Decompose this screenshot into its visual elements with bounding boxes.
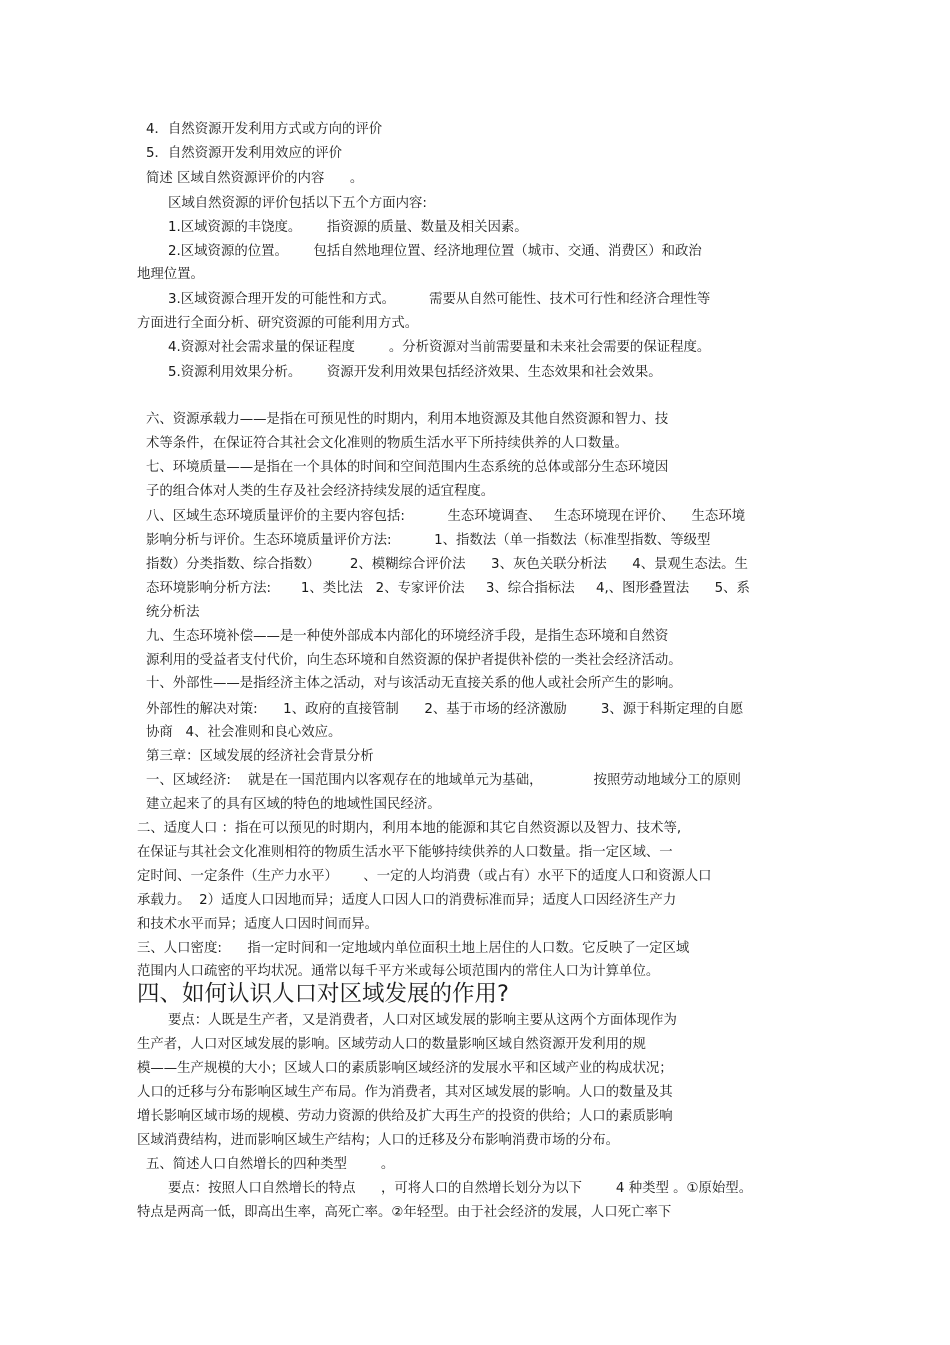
text-line: 1.区域资源的丰饶度。 指资源的质量、数量及相关因素。 xyxy=(168,220,528,235)
text-line: 影响分析与评价。生态环境质量评价方法: 1、指数法（单一指数法（标准型指数、等级型 xyxy=(146,533,711,548)
text-line: 三、人口密度: 指一定时间和一定地域内单位面积土地上居住的人口数。它反映了一定区域 xyxy=(137,941,690,956)
text-line: 外部性的解决对策: 1、政府的直接管制 2、基于市场的经济激励 3、源于科斯定理的自愿 xyxy=(146,702,744,717)
text-line: 子的组合体对人类的生存及社会经济持续发展的适宜程度。 xyxy=(146,484,495,499)
text-line: 六、资源承载力——是指在可预见性的时期内，利用本地资源及其他自然资源和智力、技 xyxy=(146,412,669,427)
text-line: 要点：按照人口自然增长的特点 ，可将人口的自然增长划分为以下 4 种类型 。①原始型。 xyxy=(168,1181,753,1196)
text-line: 一、区域经济: 就是在一国范围内以客观存在的地域单元为基础， 按照劳动地域分工的原则 xyxy=(146,773,741,788)
text-line: 地理位置。 xyxy=(137,267,204,282)
text-line: 增长影响区域市场的规模、劳动力资源的供给及扩大再生产的投资的供给；人口的素质影响 xyxy=(137,1109,673,1124)
text-line: 4．自然资源开发利用方式或方向的评价 xyxy=(146,122,383,137)
text-line: 简述 区域自然资源评价的内容 。 xyxy=(146,171,364,186)
text-line: 要点：人既是生产者，又是消费者，人口对区域发展的影响主要从这两个方面体现作为 xyxy=(168,1013,677,1028)
text-line: 九、生态环境补偿——是一种使外部成本内部化的环境经济手段，是指生态环境和自然资 xyxy=(146,629,669,644)
text-line: 范围内人口疏密的平均状况。通常以每千平方米或每公顷范围内的常住人口为计算单位。 xyxy=(137,964,660,979)
text-line: 区域消费结构，进而影响区域生产结构；人口的迁移及分布影响消费市场的分布。 xyxy=(137,1133,620,1148)
text-line: 十、外部性——是指经济主体之活动，对与该活动无直接关系的他人或社会所产生的影响。 xyxy=(146,676,682,691)
text-line: 建立起来了的具有区域的特色的地域性国民经济。 xyxy=(146,797,441,812)
text-line: 模——生产规模的大小；区域人口的素质影响区域经济的发展水平和区域产业的构成状况； xyxy=(137,1061,673,1076)
text-line: 和技术水平而异；适度人口因时间而异。 xyxy=(137,917,379,932)
text-line: 协商 4、社会准则和良心效应。 xyxy=(146,725,342,740)
text-line: 术等条件，在保证符合其社会文化准则的物质生活水平下所持续供养的人口数量。 xyxy=(146,436,629,451)
text-line: 方面进行全面分析、研究资源的可能利用方式。 xyxy=(137,316,419,331)
text-line: 指数）分类指数、综合指数） 2、模糊综合评价法 3、灰色关联分析法 4、景观生态法。生 xyxy=(146,557,748,572)
text-line: 五、简述人口自然增长的四种类型 。 xyxy=(146,1157,395,1172)
text-line: 生产者，人口对区域发展的影响。区域劳动人口的数量影响区域自然资源开发利用的规 xyxy=(137,1037,646,1052)
text-line: 源利用的受益者支付代价，向生态环境和自然资源的保护者提供补偿的一类社会经济活动。 xyxy=(146,653,682,668)
text-line: 4.资源对社会需求量的保证程度 。分析资源对当前需要量和未来社会需要的保证程度。 xyxy=(168,340,711,355)
text-line: 态环境影响分析方法: 1、类比法 2、专家评价法 3、综合指标法 4,、图形叠置法 5、系 xyxy=(146,581,750,596)
text-line: 七、环境质量——是指在一个具体的时间和空间范围内生态系统的总体或部分生态环境因 xyxy=(146,460,669,475)
text-line: 定时间、一定条件（生产力水平） 、一定的人均消费（或占有）水平下的适度人口和资源人口 xyxy=(137,869,712,884)
text-line: 第三章：区域发展的经济社会背景分析 xyxy=(146,749,374,764)
text-line: 3.区域资源合理开发的可能性和方式。 需要从自然可能性、技术可行性和经济合理性等 xyxy=(168,292,711,307)
text-line: 特点是两高一低，即高出生率，高死亡率。②年轻型。由于社会经济的发展，人口死亡率下 xyxy=(137,1205,672,1220)
text-line: 5.资源利用效果分析。 资源开发利用效果包括经济效果、生态效果和社会效果。 xyxy=(168,365,662,380)
text-line: 5．自然资源开发利用效应的评价 xyxy=(146,146,342,161)
text-line: 人口的迁移与分布影响区域生产布局。作为消费者，其对区域发展的影响。人口的数量及其 xyxy=(137,1085,673,1100)
text-line: 八、区域生态环境质量评价的主要内容包括: 生态环境调查、 生态环境现在评价、 生态环境 xyxy=(146,509,746,524)
text-line: 2.区域资源的位置。 包括自然地理位置、经济地理位置（城市、交通、消费区）和政治 xyxy=(168,244,702,259)
text-line: 在保证与其社会文化准则相符的物质生活水平下能够持续供养的人口数量。指一定区域、一 xyxy=(137,845,673,860)
text-line: 二、适度人口 ：指在可以预见的时期内，利用本地的能源和其它自然资源以及智力、技术等, xyxy=(137,821,682,836)
text-line: 承载力。 2）适度人口因地而异；适度人口因人口的消费标准而异；适度人口因经济生产力 xyxy=(137,893,677,908)
text-line: 统分析法 xyxy=(146,605,200,620)
section-heading: 四、如何认识人口对区域发展的作用? xyxy=(137,981,509,1007)
text-line: 区域自然资源的评价包括以下五个方面内容: xyxy=(168,196,427,211)
